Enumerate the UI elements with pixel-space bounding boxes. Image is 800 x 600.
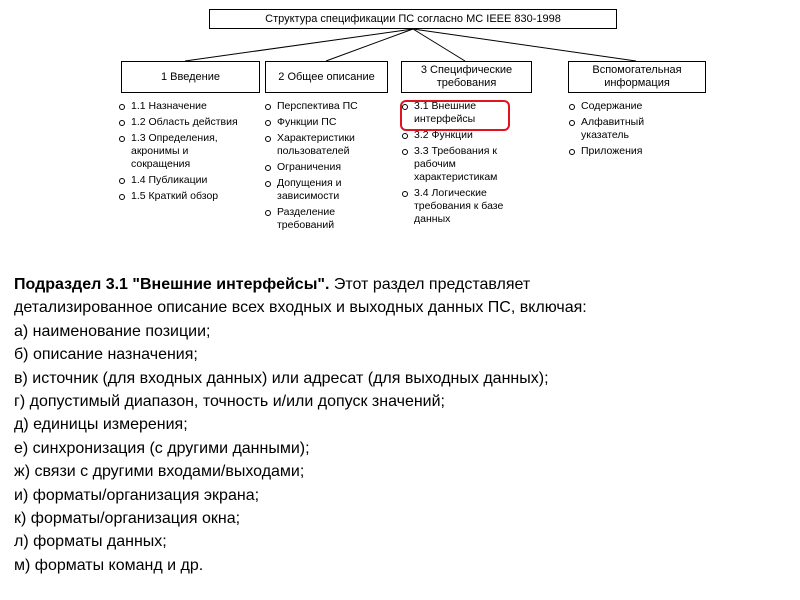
description-block [14,273,794,577]
description-intro-cont: детализированное описание всех входных и выходных данных ПС, включая: [14,299,587,317]
list-item: Допущения и зависимости [264,177,372,203]
connector-root-col2 [326,29,413,61]
list-item-external-interfaces: 3.1 Внешние интерфейсы [401,100,504,126]
list-item: Разделение требований [264,206,372,232]
description-item: б) описание назначения; [14,346,198,364]
list-item: 3.3 Требования к рабочим характеристикам [401,145,536,184]
diagram-root-box: Структура спецификации ПС согласно МС IEEE 830-1998 [209,9,617,29]
list-supporting-info [568,100,708,161]
connector-root-col4 [413,29,636,61]
list-item: 1.1 Назначение [118,100,258,113]
description-item: д) единицы измерения; [14,416,188,434]
column-box-supporting-info: Вспомогательная информация [568,61,706,93]
list-item: 1.3 Определения, акронимы и сокращения [118,132,243,171]
description-item: ж) связи с другими входами/выходами; [14,463,305,481]
list-item: Содержание [568,100,708,113]
list-item: 3.2 Функции [401,129,541,142]
description-item: к) форматы/организация окна; [14,510,241,528]
list-introduction [118,100,258,206]
column-box-specific-requirements: 3 Специфические требования [401,61,532,93]
column-box-introduction: 1 Введение [121,61,260,93]
column-box-general-description: 2 Общее описание [265,61,388,93]
list-item: 1.5 Краткий обзор [118,190,258,203]
description-item: и) форматы/организация экрана; [14,486,260,504]
list-item: 1.4 Публикации [118,174,258,187]
description-item: в) источник (для входных данных) или адресат (для выходных данных); [14,369,549,387]
list-item: Приложения [568,145,708,158]
description-heading: Подраздел 3.1 "Внешние интерфейсы". [14,276,330,293]
connector-root-col1 [185,29,413,61]
list-item: Перспектива ПС [264,100,389,113]
description-item: м) форматы команд и др. [14,556,204,574]
description-item: а) наименование позиции; [14,322,211,340]
list-item: Ограничения [264,161,389,174]
list-item: 1.2 Область действия [118,116,258,129]
description-item: е) синхронизация (с другими данными); [14,439,310,457]
description-item: г) допустимый диапазон, точность и/или допуск значений; [14,393,445,411]
highlight-frame [400,100,510,131]
list-item: 3.4 Логические требования к базе данных [401,187,536,226]
list-item: Характеристики пользователей [264,132,377,158]
list-item: Алфавитный указатель [568,116,681,142]
list-general-description [264,100,389,235]
description-item: л) форматы данных; [14,533,167,551]
description-intro: Этот раздел представляет [329,276,531,293]
list-item: Функции ПС [264,116,389,129]
connector-root-col3 [413,29,465,61]
